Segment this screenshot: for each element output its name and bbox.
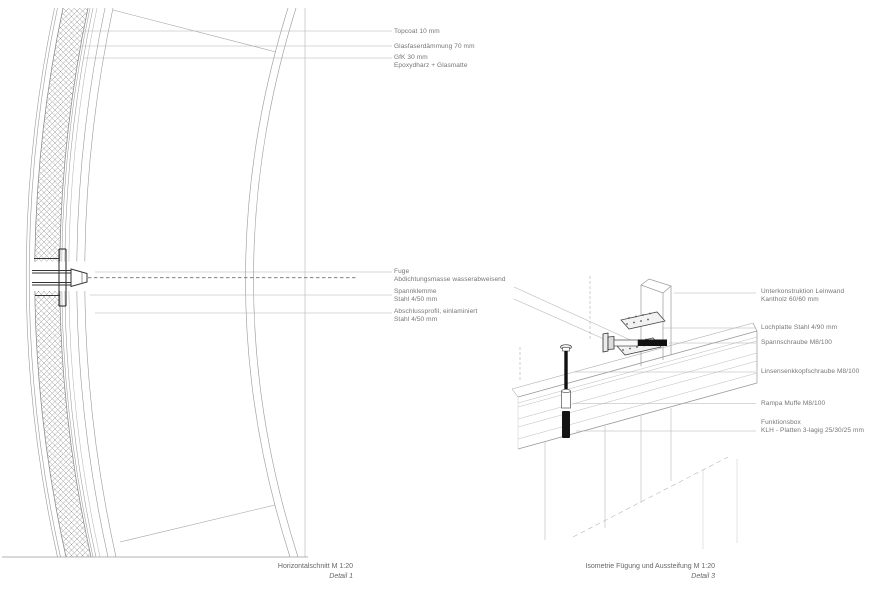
horizontal-section-drawing (2, 8, 392, 557)
caption-detail: Detail 3 (691, 572, 715, 580)
label-topcoat (394, 28, 440, 36)
label-line: Fuge (394, 267, 410, 275)
label-lochplatte (761, 324, 837, 332)
label-line: Lochplatte Stahl 4/90 mm (761, 324, 838, 331)
label-line: Kantholz 60/60 mm (761, 296, 819, 304)
label-line: Glasfaserdämmung 70 mm (394, 42, 475, 50)
label-funktionsbox (761, 419, 864, 435)
label-line: Topcoat 10 mm (394, 27, 440, 35)
label-abschlussprofil (394, 308, 477, 324)
label-line: Linsensenkkopfschraube M8/100 (761, 368, 860, 375)
label-line: Stahl 4/50 mm (394, 296, 438, 304)
label-line: Spannschraube M8/100 (761, 339, 833, 346)
label-glasfaserdaemmung (394, 43, 475, 51)
label-line: Abschlussprofil, einlaminiert (394, 308, 478, 315)
label-line: Spannklemme (394, 288, 437, 295)
panel-seam-diagonals (113, 10, 276, 542)
screen-surface-arcs (245, 8, 305, 557)
label-line: Abdichtungsmasse wasserabweisend (394, 275, 506, 283)
label-line: GfK 30 mm (394, 54, 428, 61)
threaded-insert (562, 411, 570, 438)
label-spannklemme (394, 288, 437, 304)
label-rampa-muffe (761, 400, 825, 408)
label-fuge (394, 268, 506, 284)
label-line: Stahl 4/50 mm (394, 316, 438, 324)
caption-title: Isometrie Fügung und Aussteifung M 1:20 (585, 563, 715, 570)
caption-title: Horizontalschnitt M 1:20 (277, 563, 353, 570)
joint-cutout (31, 262, 103, 292)
iso-lower-edges (545, 408, 737, 549)
label-spannschraube (761, 339, 832, 347)
label-linsensenkkopfschraube (761, 368, 859, 376)
label-gfk (394, 54, 468, 70)
left-leader-lines (78, 31, 392, 313)
caption-detail: Detail 1 (329, 572, 353, 580)
caption-right (530, 562, 715, 581)
isometric-joint-drawing (512, 276, 757, 549)
right-leader-lines (573, 293, 756, 431)
perforated-plate-upper (621, 312, 665, 329)
iso-construction-lines (514, 276, 637, 382)
label-line: KLH - Platten 3-lagig 25/30/25 mm (761, 427, 865, 435)
label-line: Rampa Muffe M8/100 (761, 399, 826, 407)
caption-left (170, 562, 353, 581)
label-line: Epoxydharz + Glasmatte (394, 62, 468, 70)
label-line: Unterkonstruktion Leinwand (761, 288, 845, 295)
label-line: Funktionsbox (761, 419, 801, 426)
label-unterkonstruktion (761, 288, 844, 304)
rampa-sleeve (562, 389, 571, 408)
